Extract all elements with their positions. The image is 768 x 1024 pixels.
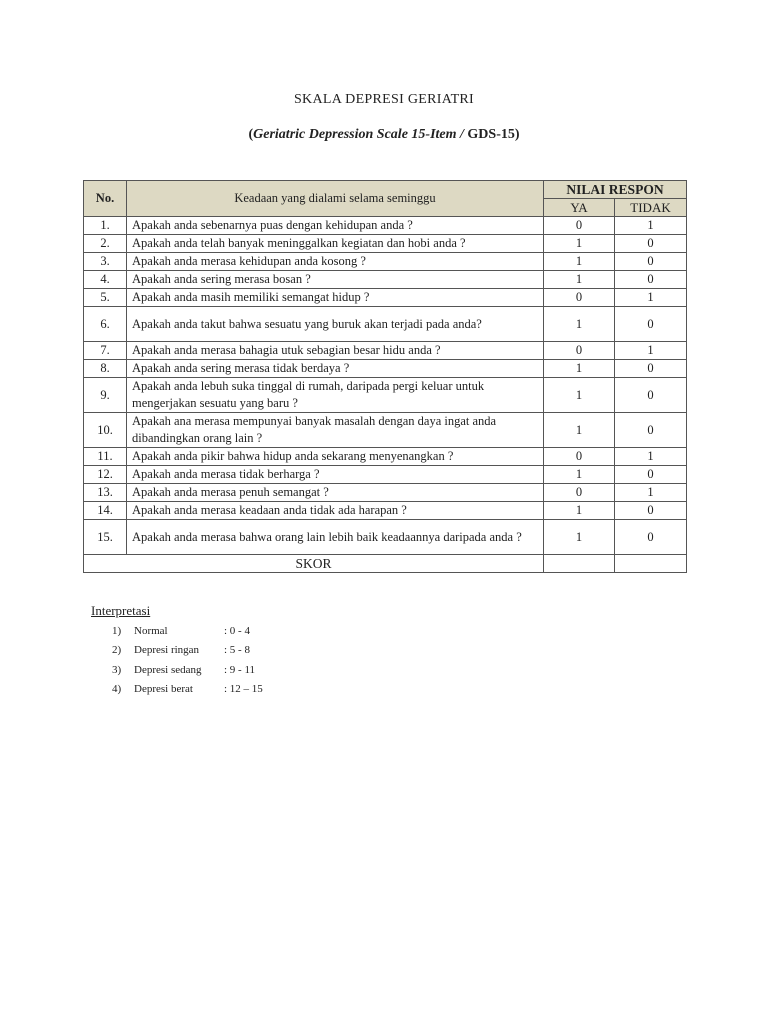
table-row	[84, 413, 687, 448]
row-number: 10.	[84, 413, 127, 448]
interpretasi-list	[112, 621, 263, 699]
gds-table	[83, 180, 687, 573]
row-ya-value: 1	[544, 307, 615, 342]
row-ya-value: 1	[544, 253, 615, 271]
row-number: 3.	[84, 253, 127, 271]
table-row	[84, 217, 687, 235]
table-row	[84, 307, 687, 342]
subtitle-italic: Geriatric Depression Scale 15-Item /	[253, 127, 464, 142]
row-tidak-value: 0	[615, 307, 687, 342]
row-tidak-value: 1	[615, 289, 687, 307]
row-tidak-value: 0	[615, 253, 687, 271]
row-ya-value: 0	[544, 289, 615, 307]
skor-tidak-cell	[615, 555, 687, 573]
row-ya-value: 0	[544, 342, 615, 360]
row-question: Apakah anda sebenarnya puas dengan kehidupan anda ?	[127, 217, 544, 235]
row-question: Apakah anda merasa bahwa orang lain lebih baik keadaannya daripada anda ?	[127, 520, 544, 555]
table-row	[84, 378, 687, 413]
header-nilai-respon: NILAI RESPON	[544, 181, 687, 199]
list-item	[112, 680, 263, 700]
item-range: : 9 - 11	[224, 663, 256, 676]
item-label: Depresi sedang	[134, 663, 202, 676]
row-ya-value: 1	[544, 235, 615, 253]
row-ya-value: 1	[544, 466, 615, 484]
row-ya-value: 0	[544, 448, 615, 466]
row-number: 11.	[84, 448, 127, 466]
row-ya-value: 0	[544, 217, 615, 235]
item-label: Normal	[134, 624, 168, 637]
row-question: Apakah anda merasa tidak berharga ?	[127, 466, 544, 484]
row-question: Apakah anda merasa kehidupan anda kosong ?	[127, 253, 544, 271]
row-number: 6.	[84, 307, 127, 342]
table-row	[84, 520, 687, 555]
row-question: Apakah anda sering merasa tidak berdaya ?	[127, 360, 544, 378]
row-ya-value: 1	[544, 502, 615, 520]
header-no: No.	[84, 181, 127, 217]
row-tidak-value: 0	[615, 520, 687, 555]
row-question: Apakah anda merasa bahagia utuk sebagian besar hidu anda ?	[127, 342, 544, 360]
item-range: : 0 - 4	[224, 624, 250, 637]
row-ya-value: 1	[544, 378, 615, 413]
row-number: 15.	[84, 520, 127, 555]
header-ya: YA	[544, 199, 615, 217]
row-tidak-value: 1	[615, 484, 687, 502]
row-number: 5.	[84, 289, 127, 307]
row-tidak-value: 0	[615, 413, 687, 448]
row-tidak-value: 0	[615, 271, 687, 289]
row-number: 4.	[84, 271, 127, 289]
row-number: 13.	[84, 484, 127, 502]
row-ya-value: 1	[544, 360, 615, 378]
list-item	[112, 641, 263, 661]
list-item	[112, 660, 263, 680]
row-tidak-value: 0	[615, 360, 687, 378]
row-question: Apakah anda merasa penuh semangat ?	[127, 484, 544, 502]
table-row	[84, 360, 687, 378]
item-label: Depresi ringan	[134, 644, 200, 657]
row-tidak-value: 1	[615, 342, 687, 360]
item-number: 2)	[112, 644, 122, 657]
list-item	[112, 621, 263, 641]
item-number: 1)	[112, 624, 122, 637]
page-title: SKALA DEPRESI GERIATRI	[293, 92, 475, 107]
table-row	[84, 235, 687, 253]
page-subtitle	[0, 127, 768, 143]
table-row	[84, 289, 687, 307]
row-tidak-value: 0	[615, 502, 687, 520]
row-ya-value: 1	[544, 520, 615, 555]
item-label: Depresi berat	[134, 683, 193, 696]
row-tidak-value: 1	[615, 448, 687, 466]
row-number: 12.	[84, 466, 127, 484]
item-number: 4)	[112, 683, 122, 696]
row-tidak-value: 0	[615, 235, 687, 253]
table-row	[84, 466, 687, 484]
skor-row	[84, 555, 687, 573]
row-tidak-value: 0	[615, 378, 687, 413]
row-question: Apakah anda lebuh suka tinggal di rumah, daripada pergi keluar untuk mengerjakan sesuatu yang baru ?	[127, 378, 544, 413]
subtitle-open: (	[248, 127, 254, 142]
interpretasi-heading: Interpretasi	[91, 603, 151, 618]
header-tidak: TIDAK	[615, 199, 687, 217]
row-tidak-value: 0	[615, 466, 687, 484]
row-number: 7.	[84, 342, 127, 360]
row-question: Apakah anda telah banyak meninggalkan kegiatan dan hobi anda ?	[127, 235, 544, 253]
item-range: : 5 - 8	[224, 644, 250, 657]
table-row	[84, 502, 687, 520]
row-ya-value: 1	[544, 271, 615, 289]
row-number: 1.	[84, 217, 127, 235]
row-ya-value: 0	[544, 484, 615, 502]
row-number: 9.	[84, 378, 127, 413]
row-question: Apakah anda sering merasa bosan ?	[127, 271, 544, 289]
row-number: 2.	[84, 235, 127, 253]
row-number: 8.	[84, 360, 127, 378]
row-tidak-value: 1	[615, 217, 687, 235]
subtitle-rest: GDS-15	[463, 127, 515, 142]
table-row	[84, 271, 687, 289]
item-range: : 12 – 15	[224, 683, 263, 696]
table-row	[84, 448, 687, 466]
table-row	[84, 253, 687, 271]
skor-label: SKOR	[84, 555, 544, 573]
row-question: Apakah anda takut bahwa sesuatu yang buruk akan terjadi pada anda?	[127, 307, 544, 342]
row-question: Apakah anda merasa keadaan anda tidak ada harapan ?	[127, 502, 544, 520]
header-keadaan: Keadaan yang dialami selama seminggu	[127, 181, 544, 217]
row-question: Apakah ana merasa mempunyai banyak masalah dengan daya ingat anda dibandingkan orang lain ?	[127, 413, 544, 448]
subtitle-close: )	[514, 127, 520, 142]
row-question: Apakah anda pikir bahwa hidup anda sekarang menyenangkan ?	[127, 448, 544, 466]
row-number: 14.	[84, 502, 127, 520]
row-ya-value: 1	[544, 413, 615, 448]
skor-ya-cell	[544, 555, 615, 573]
row-question: Apakah anda masih memiliki semangat hidup ?	[127, 289, 544, 307]
table-row	[84, 484, 687, 502]
table-row	[84, 342, 687, 360]
item-number: 3)	[112, 663, 122, 676]
